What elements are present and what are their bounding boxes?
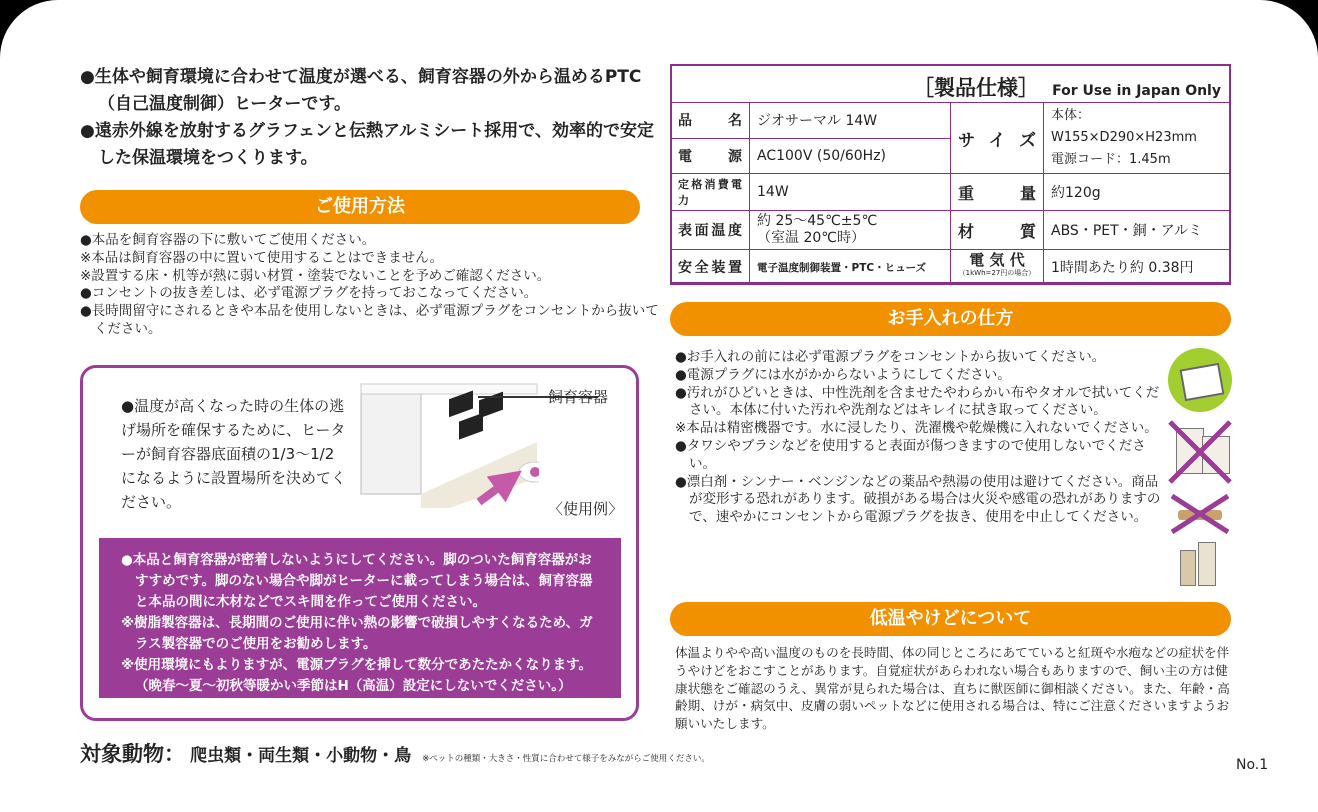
spec-value: 約120g (1044, 174, 1231, 211)
spec-label: 定格消費電力 (671, 174, 750, 211)
care-item: ※本品は精密機器です。水に浸したり、洗濯機や乾燥機に入れないでください。 (675, 420, 1158, 437)
spec-value: ABS・PET・銅・アルミ (1044, 211, 1231, 250)
spec-row (671, 250, 1231, 285)
chemical-bottle-icon (1176, 536, 1228, 588)
spec-label-cost (951, 250, 1044, 285)
target-value: 爬虫類・両生類・小動物・鳥 (190, 746, 412, 766)
spec-value-temp (750, 211, 951, 250)
spec-label: 電 源 (671, 138, 750, 174)
care-item: ●汚れがひどいときは、中性洗剤を含ませたやわらかい布やタオルで拭いてください。本体に付いた汚れや洗剤などはキレイに拭き取ってください。 (675, 384, 1160, 419)
care-item: ●タワシやブラシなどを使用すると表面が傷つきますので使用しないでください。 (675, 437, 1146, 472)
washing-machine-icon (1168, 420, 1232, 484)
usage-item: ●長時間留守にされるときや本品を使用しないときは、必ず電源プラグをコンセントから抜いてください。 (80, 303, 659, 337)
spec-row (671, 174, 1231, 211)
spec-label: 重 量 (951, 174, 1044, 211)
spec-label: 品 名 (671, 103, 750, 139)
intro-line-1: ●生体や飼育環境に合わせて温度が選べる、飼育容器の外から温めるPTC（自己温度制御）ヒーターです。 (80, 67, 642, 114)
placement-box (80, 365, 639, 721)
spec-label: サ イ ズ (951, 103, 1044, 174)
spec-value: （室温 20℃時） (757, 230, 865, 246)
spec-value: 本体：W155×D290×H23mm (1051, 108, 1197, 145)
example-label: 〈使用例〉 (548, 500, 624, 518)
intro-line-2: ●遠赤外線を放射するグラフェンと伝熱アルミシート採用で、効率的で安定した保温環境をつくります。 (80, 121, 654, 168)
spec-value: ジオサーマル 14W (750, 103, 951, 139)
spec-value: 電源コード：1.45m (1051, 152, 1171, 167)
usage-illustration (359, 382, 539, 508)
care-header: お手入れの仕方 (670, 302, 1231, 336)
target-label: 対象動物： (80, 742, 185, 766)
care-list (675, 349, 1163, 527)
warning-box (99, 538, 621, 698)
spec-title: ［製品仕様］ (913, 76, 1040, 100)
burn-text: 体温よりやや高い温度のものを長時間、体の同じところにあてていると紅斑や水疱などの症状を伴うやけどをおこすことがあります。自覚症状があらわれない場合もありますので、飼い主の方は健康状態をご確認のうえ、異常が見られた場合は、直ちに獣医師に御相談ください。また、年齢・高齢期、けが・病気中、皮膚の弱いペットなどに使用される場合は、特にご注意くださいますようお願いいたします。 (675, 645, 1230, 732)
spec-value: 約 25〜45℃±5℃ (757, 213, 878, 229)
spec-box (670, 64, 1231, 284)
usage-header: ご使用方法 (80, 190, 640, 224)
spec-value: 1時間あたり約 0.38円 (1044, 250, 1231, 285)
usage-item: ●本品を飼育容器の下に敷いてご使用ください。 (80, 232, 376, 248)
spec-header (913, 72, 1221, 102)
care-item: ●電源プラグには水がかからないようにしてください。 (675, 366, 1011, 383)
usage-item: ※設置する床・机等が熱に弱い材質・塗装でないことを予めご確認ください。 (80, 267, 551, 284)
brush-icon (1168, 494, 1232, 534)
target-animals (80, 738, 710, 768)
page-number: No.1 (1236, 757, 1269, 773)
usage-item: ●コンセントの抜き差しは、必ず電源プラグを持っておこなってください。 (80, 285, 538, 302)
care-item: ●漂白剤・シンナー・ベンジンなどの薬品や熱湯の使用は避けてください。商品が変形する恐れがあります。破損がある場合は火災や感電の恐れがありますので、速やかにコンセントから電源プラグを抜き、使用を中止してください。 (675, 473, 1161, 526)
spec-label: 電 気 代 (969, 251, 1025, 269)
placement-text: ●温度が高くなった時の生体の逃げ場所を確保するために、ヒーターが飼育容器底面積の1/3〜1/2になるように設置場所を決めてください。 (121, 397, 347, 511)
spec-table (670, 102, 1231, 285)
usage-item: ※本品は飼育容器の中に置いて使用することはできません。 (80, 249, 444, 266)
spec-label: 表面温度 (671, 211, 750, 250)
spec-label: 安全装置 (671, 250, 750, 285)
target-note: ※ペットの種類・大きさ・性質に合わせて様子をみながらご使用ください。 (422, 754, 710, 764)
usage-list (80, 232, 660, 339)
cloth-icon (1168, 348, 1232, 412)
spec-value: 電子温度制御装置・PTC・ヒューズ (750, 250, 951, 285)
spec-value-size (1044, 103, 1231, 174)
spec-row (671, 103, 1231, 139)
care-item: ●お手入れの前には必ず電源プラグをコンセントから抜いてください。 (675, 349, 1106, 365)
warning-item: ●本品と飼育容器が密着しないようにしてください。脚のついた飼育容器がおすすめです。脚のない場合や脚がヒーターに載ってしまう場合は、飼育容器と本品の間に木材などでスキ間を作ってご使用ください。 (121, 552, 593, 610)
spec-label-note: （1kWh=27円の場合） (958, 269, 1036, 277)
spec-row (671, 211, 1231, 250)
warning-item: ※使用環境にもよりますが、電源プラグを挿して数分であたたかくなります。（晩春〜夏〜初秋等暖かい季節はH（高温）設定にしないでください。） (121, 657, 593, 694)
spec-value: 14W (750, 174, 951, 211)
intro-text (80, 64, 660, 172)
warning-item: ※樹脂製容器は、長期間のご使用に伴い熱の影響で破損しやすくなるため、ガラス製容器でのご使用をお勧めします。 (121, 615, 593, 652)
spec-value: AC100V (50/60Hz) (750, 138, 951, 174)
spec-label: 材 質 (951, 211, 1044, 250)
spec-subtitle: For Use in Japan Only (1052, 83, 1221, 99)
burn-header: 低温やけどについて (670, 602, 1231, 636)
container-label: 飼育容器 (548, 388, 609, 406)
